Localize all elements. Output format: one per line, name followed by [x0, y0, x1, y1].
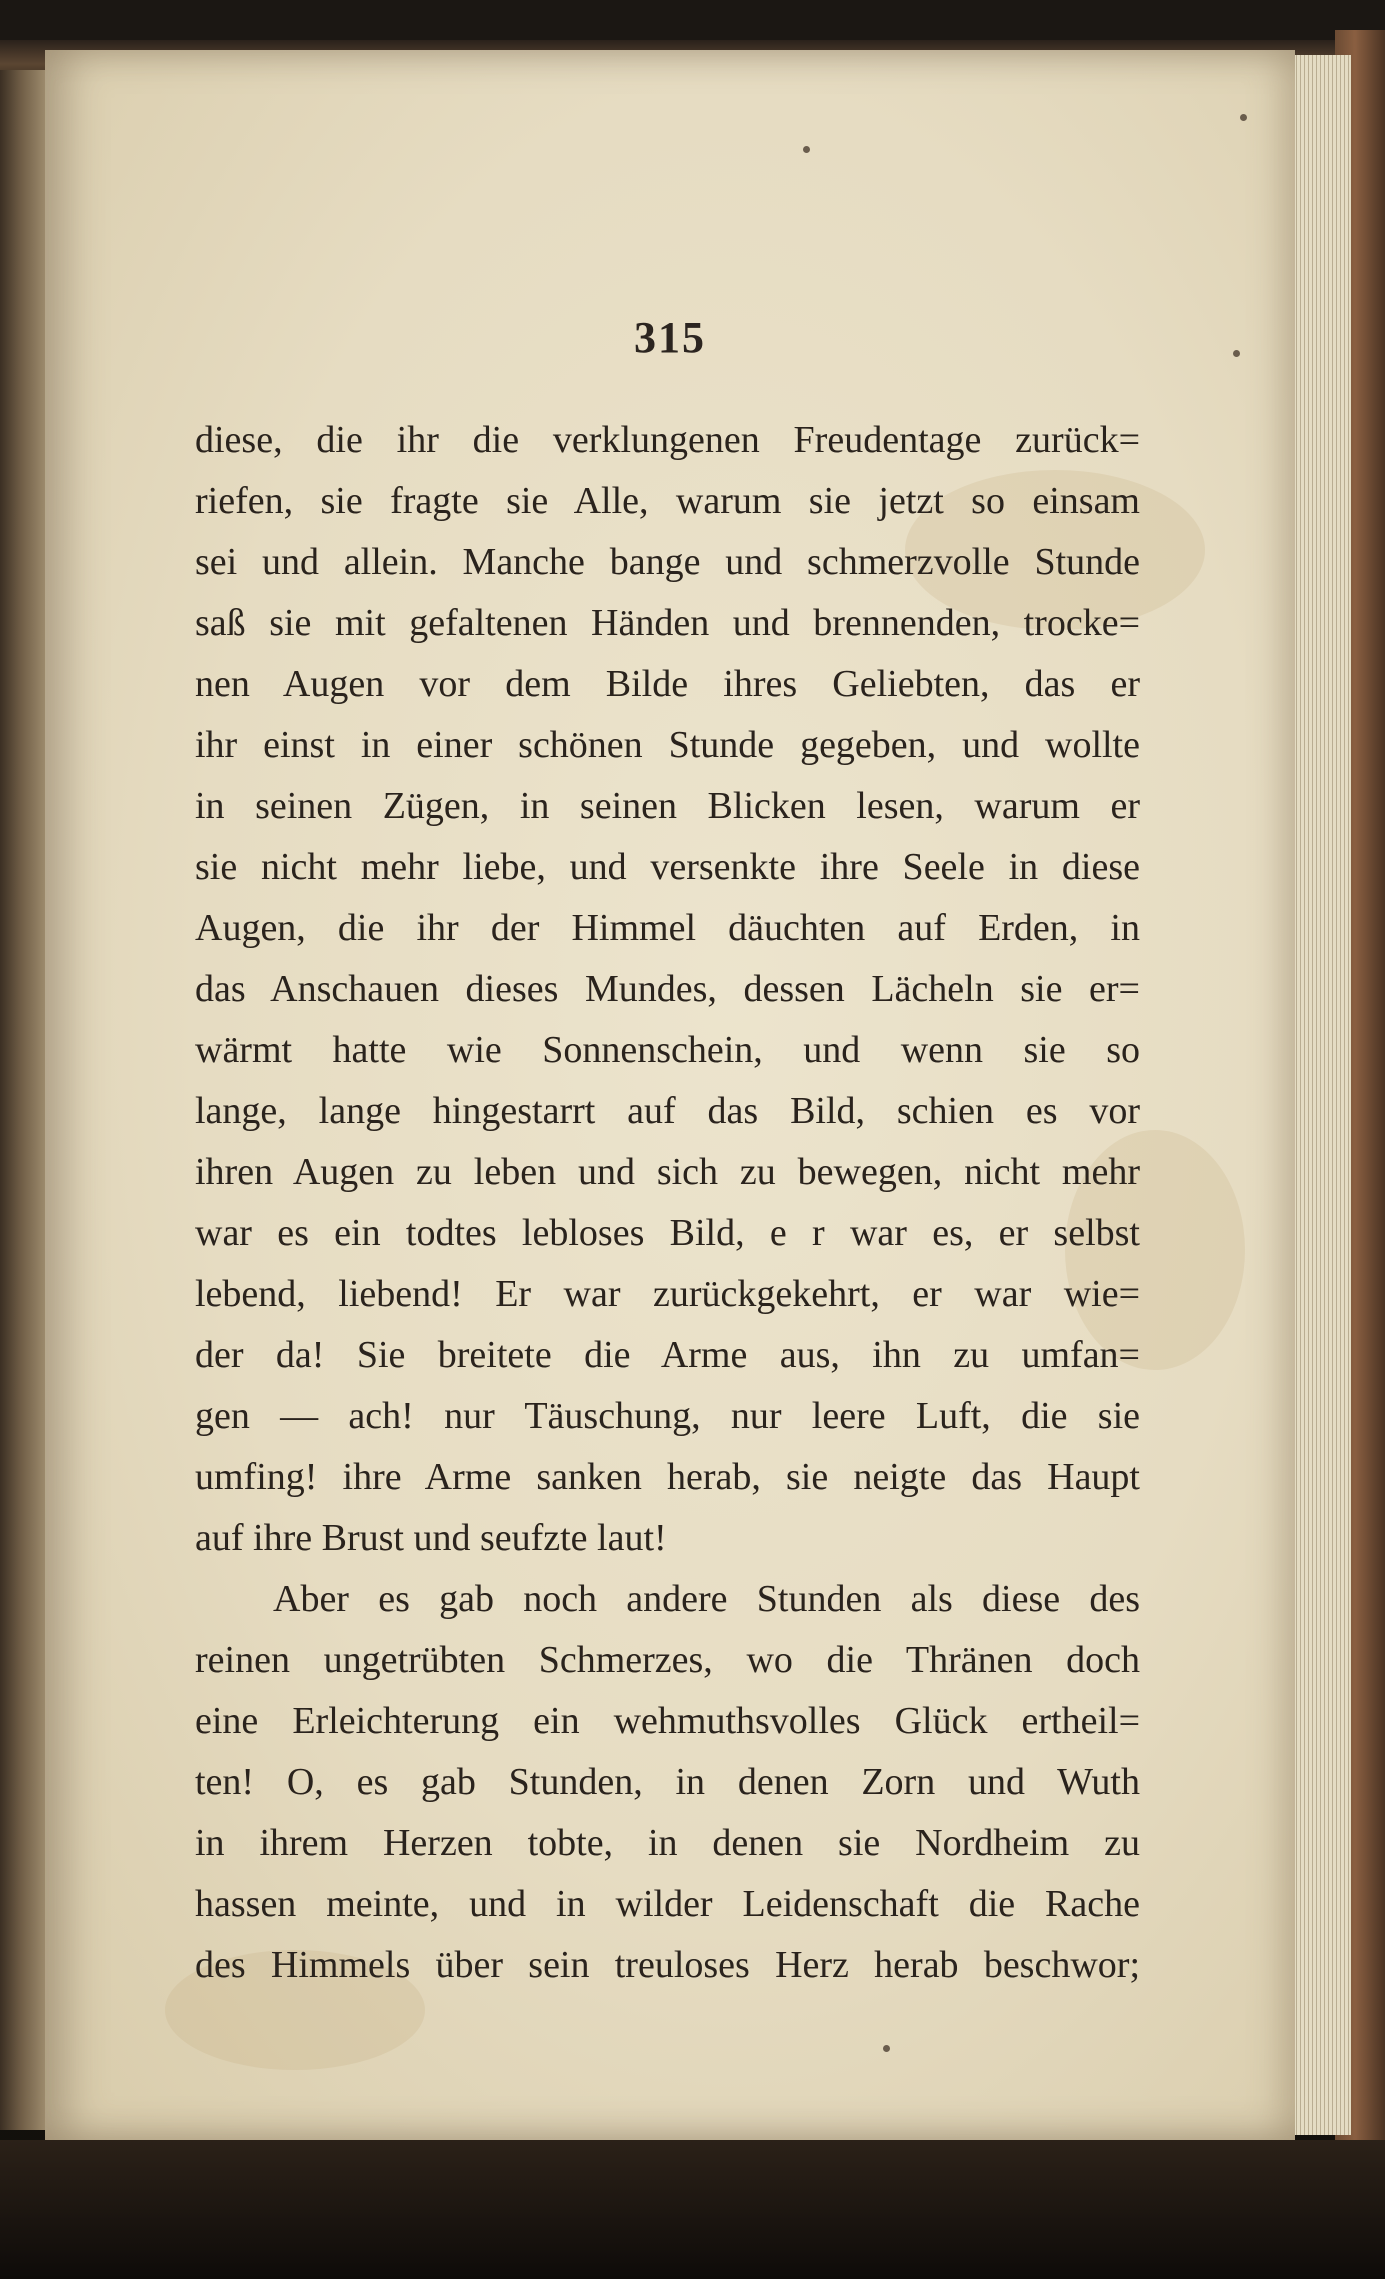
- facing-page-edge: [0, 70, 47, 2130]
- text-line: lange, lange hingestarrt auf das Bild, schien es vor: [195, 1090, 1140, 1132]
- text-line: wärmt hatte wie Sonnenschein, und wenn sie so: [195, 1029, 1140, 1071]
- body-text: [195, 410, 1140, 1996]
- text-line: ihren Augen zu leben und sich zu bewegen, nicht mehr: [195, 1151, 1140, 1193]
- text-line: war es ein todtes lebloses Bild, e r war es, er selbst: [195, 1212, 1140, 1254]
- paper-speck: [803, 146, 810, 153]
- text-line: ten! O, es gab Stunden, in denen Zorn und Wuth: [195, 1761, 1140, 1803]
- text-line: hassen meinte, und in wilder Leidenschaft die Rache: [195, 1883, 1140, 1925]
- text-line: das Anschauen dieses Mundes, dessen Lächeln sie er=: [195, 968, 1140, 1010]
- text-line: ihr einst in einer schönen Stunde gegeben, und wollte: [195, 724, 1140, 766]
- text-line: in ihrem Herzen tobte, in denen sie Nordheim zu: [195, 1822, 1140, 1864]
- text-line: saß sie mit gefaltenen Händen und brennenden, trocke=: [195, 602, 1140, 644]
- text-line: des Himmels über sein treuloses Herz herab beschwor;: [195, 1944, 1140, 1986]
- text-line: sie nicht mehr liebe, und versenkte ihre Seele in diese: [195, 846, 1140, 888]
- text-line: Augen, die ihr der Himmel däuchten auf Erden, in: [195, 907, 1140, 949]
- text-line: diese, die ihr die verklungenen Freudentage zurück=: [195, 419, 1140, 461]
- text-line: sei und allein. Manche bange und schmerzvolle Stunde: [195, 541, 1140, 583]
- text-line: lebend, liebend! Er war zurückgekehrt, er war wie=: [195, 1273, 1140, 1315]
- paper-speck: [883, 2045, 890, 2052]
- paragraph-end-line: auf ihre Brust und seufzte laut!: [195, 1517, 667, 1559]
- text-line: nen Augen vor dem Bilde ihres Geliebten, das er: [195, 663, 1140, 705]
- text-line: umfing! ihre Arme sanken herab, sie neigte das Haupt: [195, 1456, 1140, 1498]
- page-stack-edges: [1288, 55, 1351, 2135]
- text-line: eine Erleichterung ein wehmuthsvolles Glück ertheil=: [195, 1700, 1140, 1742]
- text-line: in seinen Zügen, in seinen Blicken lesen, warum er: [195, 785, 1140, 827]
- text-line: gen — ach! nur Täuschung, nur leere Luft, die sie: [195, 1395, 1140, 1437]
- text-line: riefen, sie fragte sie Alle, warum sie jetzt so einsam: [195, 480, 1140, 522]
- page-number: 315: [634, 313, 706, 362]
- text-line: reinen ungetrübten Schmerzes, wo die Thränen doch: [195, 1639, 1140, 1681]
- paragraph-start-line: Aber es gab noch andere Stunden als diese des: [273, 1578, 1140, 1620]
- text-line: der da! Sie breitete die Arme aus, ihn zu umfan=: [195, 1334, 1140, 1376]
- paper-speck: [1240, 114, 1247, 121]
- book-page: [45, 50, 1295, 2140]
- table-surface: [0, 2140, 1385, 2279]
